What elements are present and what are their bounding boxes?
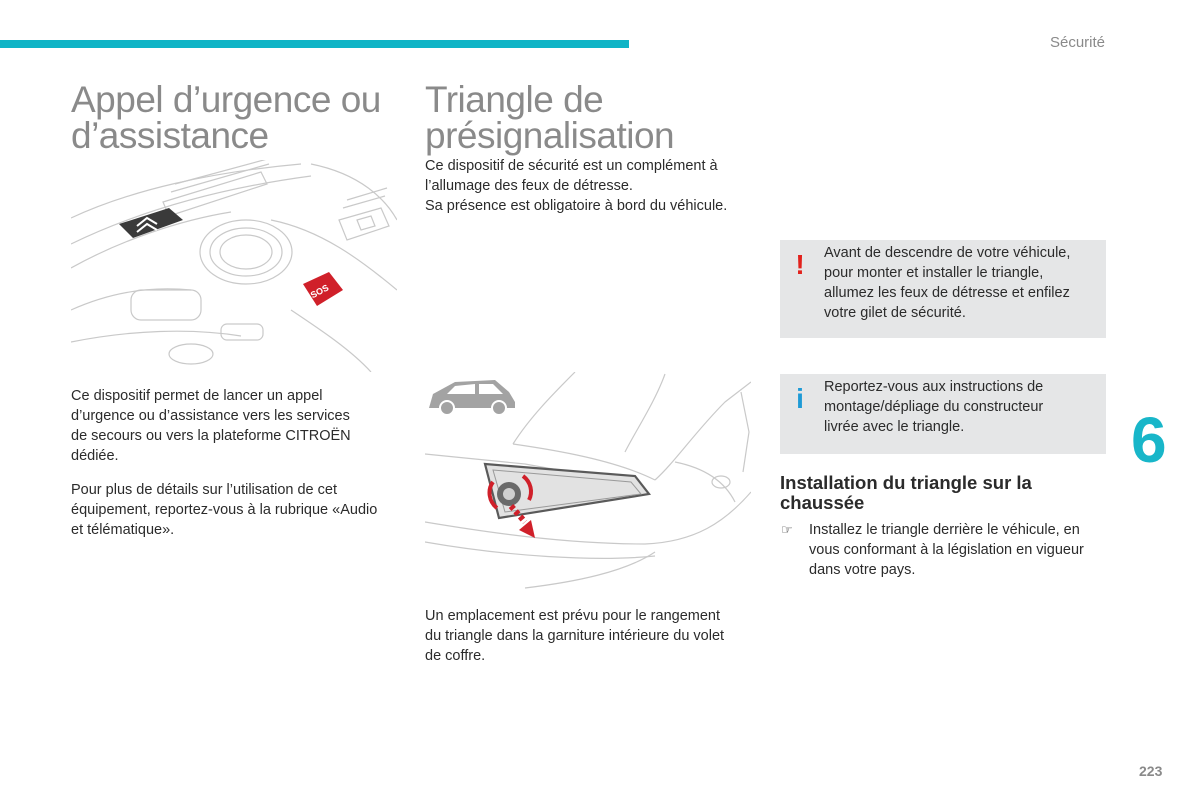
info-box — [780, 374, 1106, 454]
section-title: Sécurité — [1049, 34, 1105, 51]
emergency-call-title: Appel d’urgence ou d’assistance — [71, 79, 381, 156]
warning-text: Avant de descendre de votre véhicule, pour monter et installer le triangle, allumez les feux de détresse et enfilez votre gilet de sécurité. — [824, 245, 1071, 321]
chapter-number: 6 — [1131, 404, 1167, 476]
emergency-call-description: Ce dispositif permet de lancer un appel d’urgence ou d’assistance vers les services de secours ou vers la plateforme CITROËN dédiée. — [71, 388, 351, 464]
audio-telematics-reference: Pour plus de détails sur l’utilisation de cet équipement, reportez-vous à la rubrique «Audio et télématique». — [71, 482, 378, 538]
installation-subtitle: Installation du triangle sur la chaussée — [780, 472, 1032, 513]
sos-label: SOS — [308, 282, 331, 301]
installation-instruction: Installez le triangle derrière le véhicule, en vous conformant à la législation en vigueur dans votre pays. — [809, 522, 1084, 578]
info-icon: i — [796, 383, 804, 414]
pointing-hand-icon: ☞ — [781, 522, 793, 537]
storage-caption: Un emplacement est prévu pour le rangement du triangle dans la garniture intérieure du volet de coffre. — [425, 608, 725, 664]
page-number: 223 — [1139, 763, 1163, 779]
warning-box — [780, 240, 1106, 338]
header-accent-bar — [0, 40, 629, 48]
warning-triangle-title: Triangle de présignalisation — [425, 79, 675, 156]
info-text: Reportez-vous aux instructions de montage/dépliage du constructeur livrée avec le triangle. — [824, 379, 1044, 435]
car-side-icon — [429, 380, 515, 415]
sos-button — [303, 272, 343, 306]
tailgate-storage-illustration — [425, 372, 751, 590]
citroen-button — [119, 208, 183, 238]
ceiling-console-illustration — [71, 160, 397, 372]
triangle-intro: Ce dispositif de sécurité est un complément à l’allumage des feux de détresse. Sa présence est obligatoire à bord du véhicule. — [425, 158, 728, 214]
exclamation-icon: ! — [795, 249, 805, 280]
